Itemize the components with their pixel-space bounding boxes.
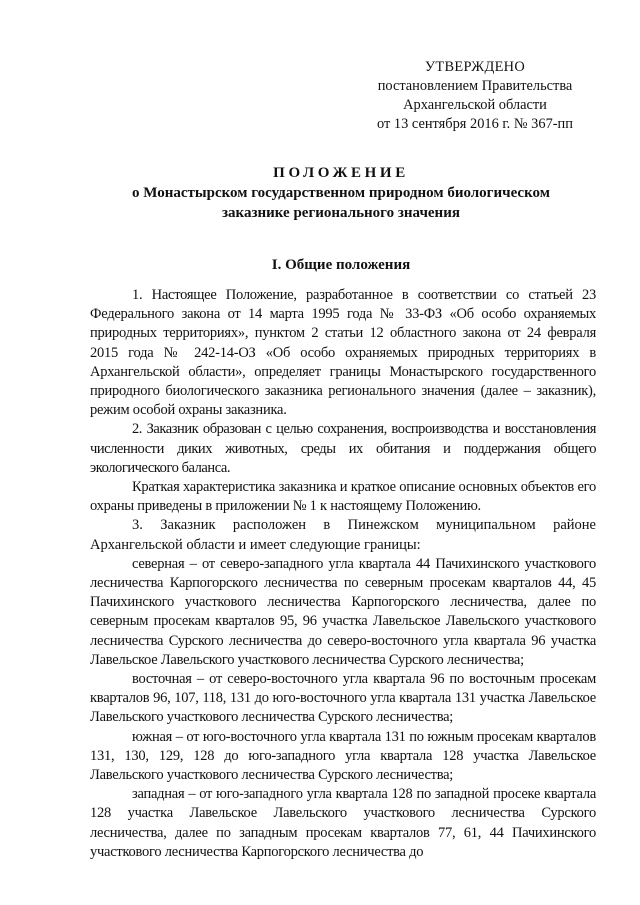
approval-line: от 13 сентября 2016 г. № 367-пп [377, 116, 573, 132]
paragraph: 3. Заказник расположен в Пинежском муниципальном районе Архангельской области и имеет следующие границы: [90, 517, 596, 553]
approval-line: постановлением Правительства [377, 78, 573, 94]
document-title [88, 163, 594, 223]
document-title-subtitle: заказнике регионального значения [222, 205, 460, 221]
paragraph: северная – от северо-западного угла квартала 44 Пачихинского участкового лесничества Карпогорского лесничества по северным просекам кварталов 44, 45 Пачихинского участкового лесничества Карпогорского лесничества, далее по северным просекам кварталов 95, 96 участка Лавельское Лавельского участкового лесничества Сурского лесничества до северо-восточного угла квартала 96 участка Лавельское Лавельского участкового лесничества Сурского лесничества; [90, 555, 596, 668]
paragraph: западная – от юго-западного угла квартала 128 по западной просеке квартала 128 участка Лавельское Лавельского участкового лесничества Сурского лесничества, далее по западным просекам кварталов 77, 61, 44 Пачихинского участкового лесничества Карпогорского лесничества до [90, 786, 596, 860]
document-title-subtitle: о Монастырском государственном природном биологическом [132, 185, 550, 201]
paragraph: Краткая характеристика заказника и краткое описание основных объектов его охраны приведены в приложении № 1 к настоящему Положению. [90, 479, 596, 515]
paragraph: 2. Заказник образован с целью сохранения, воспроизводства и восстановления численности диких животных, среды их обитания и поддержания общего экологического баланса. [90, 421, 596, 476]
paragraph: 1. Настоящее Положение, разработанное в соответствии со статьей 23 Федерального закона от 14 марта 1995 года № 33-ФЗ «Об особо охраняемых природных территориях», пунктом 2 статьи 12 областного закона от 24 февраля 2015 года № 242-14-ОЗ «Об особо охраняемых природных территориях в Архангельской области», определяет границы Монастырского государственного природного биологического заказника регионального значения (далее – заказник), режим особой охраны заказника. [90, 287, 596, 419]
approval-stamp [350, 58, 600, 134]
section-heading: I. Общие положения [271, 257, 411, 273]
approval-heading: УТВЕРЖДЕНО [424, 59, 526, 75]
approval-line: Архангельской области [403, 97, 547, 113]
document-title-main: ПОЛОЖЕНИЕ [273, 165, 409, 181]
paragraph: восточная – от северо-восточного угла квартала 96 по восточным просекам кварталов 96, 107, 118, 131 до юго-восточного угла квартала 131 участка Лавельское Лавельского участкового лесничества Сурского лесничества; [90, 671, 596, 726]
paragraph: южная – от юго-восточного угла квартала 131 по южным просекам кварталов 131, 130, 129, 128 до юго-западного угла квартала 128 участка Лавельское Лавельского участкового лесничества Сурского лесничества; [90, 728, 596, 784]
document-body [90, 286, 596, 862]
